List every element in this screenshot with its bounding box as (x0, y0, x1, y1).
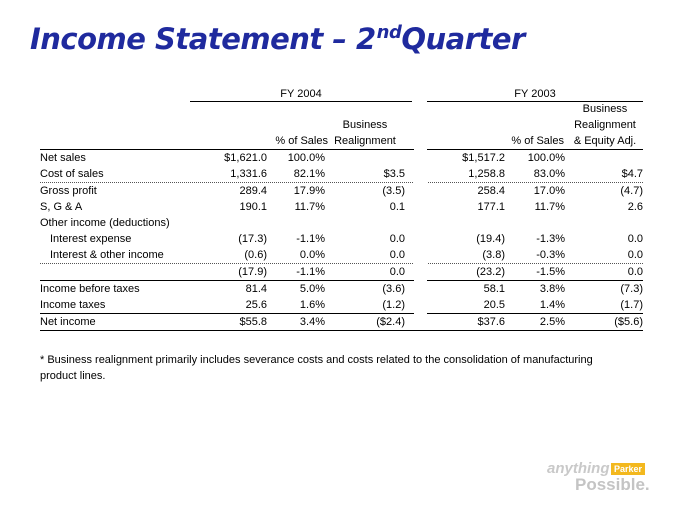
fy2004-pct: 82.1% (293, 168, 325, 180)
fy2003-adj-header-2: Realignment (574, 119, 636, 131)
fy2004-value: (0.6) (244, 249, 267, 261)
fy2003-pct: 3.8% (539, 283, 565, 295)
row-label: Interest & other income (50, 249, 164, 261)
fy2003-pct: 83.0% (533, 168, 565, 180)
fy2004-pct: 0.0% (299, 249, 325, 261)
fy2003-adj: (7.3) (620, 283, 643, 295)
fy2004-adj-header-2: Realignment (334, 135, 396, 147)
table-row (40, 199, 643, 215)
fy2004-pct: 17.9% (293, 185, 325, 197)
fy2003-value: $1,517.2 (462, 152, 505, 164)
title-sup: nd (376, 22, 402, 43)
fy2003-pct: 2.5% (539, 316, 565, 328)
fy2003-value: (23.2) (476, 266, 505, 278)
row-label: Income taxes (40, 299, 106, 311)
fy2004-adj: $3.5 (383, 168, 405, 180)
fy2004-rule (190, 101, 412, 102)
table-row (40, 149, 643, 166)
fy2004-value: 81.4 (245, 283, 267, 295)
page-title (30, 22, 525, 56)
fy2004-adj: 0.1 (389, 201, 405, 213)
fy2004-adj: 0.0 (389, 249, 405, 261)
fy2004-pct: -1.1% (296, 266, 325, 278)
table-row (40, 231, 643, 247)
table-row (40, 263, 643, 280)
column-gap (414, 149, 427, 319)
fy2003-pct: 11.7% (534, 201, 565, 213)
fy2004-value: $1,621.0 (224, 152, 267, 164)
fy2004-pct: 11.7% (294, 201, 325, 213)
fy2003-value: (3.8) (482, 249, 505, 261)
fy2003-adj-header-3: & Equity Adj. (573, 135, 637, 147)
parker-logo (547, 460, 662, 500)
fy2003-adj: 2.6 (627, 201, 643, 213)
fy2004-value: (17.9) (238, 266, 267, 278)
fy2003-value: $37.6 (477, 316, 505, 328)
fy2003-adj: (1.7) (620, 299, 643, 311)
fy2004-adj: 0.0 (389, 266, 405, 278)
fy2003-pct: -0.3% (536, 249, 565, 261)
fy2004-value: 190.1 (239, 201, 267, 213)
table-row (40, 313, 643, 331)
fy2003-adj: ($5.6) (614, 316, 643, 328)
fy2003-pct-header: % of Sales (511, 135, 564, 147)
fy2004-pct: -1.1% (296, 233, 325, 245)
fy2003-adj: 0.0 (627, 249, 643, 261)
fy2003-adj: 0.0 (627, 266, 643, 278)
fy2004-header: FY 2004 (280, 88, 322, 100)
fy2003-adj-header-1: Business (582, 103, 628, 115)
row-label: Other income (deductions) (40, 217, 170, 229)
fy2004-pct: 5.0% (299, 283, 325, 295)
income-statement-table (40, 149, 643, 331)
fy2004-value: 25.6 (245, 299, 267, 311)
table-row (40, 297, 643, 313)
fy2003-pct: 1.4% (539, 299, 565, 311)
fy2003-header: FY 2003 (514, 88, 556, 100)
fy2003-pct: -1.5% (536, 266, 565, 278)
row-label: Interest expense (50, 233, 132, 245)
fy2003-value: 177.1 (477, 201, 505, 213)
fy2003-value: 258.4 (477, 185, 505, 197)
fy2004-value: 1,331.6 (230, 168, 267, 180)
row-label: Cost of sales (40, 168, 104, 180)
fy2003-adj: (4.7) (620, 185, 643, 197)
fy2003-pct: 100.0% (527, 152, 565, 164)
footnote: * Business realignment primarily includes severance costs and costs related to the consolidation of manufacturing product lines. (40, 354, 593, 382)
row-label: Income before taxes (40, 283, 140, 295)
fy2003-adj: $4.7 (621, 168, 643, 180)
logo-brand: Parker (611, 463, 645, 475)
logo-possible: Possible. (575, 475, 650, 494)
fy2004-pct-header: % of Sales (275, 135, 328, 147)
fy2004-value: (17.3) (238, 233, 267, 245)
title-main: Income Statement – 2 (30, 22, 376, 56)
table-row (40, 166, 643, 182)
fy2004-adj: (1.2) (382, 299, 405, 311)
fy2003-value: (19.4) (476, 233, 505, 245)
fy2003-pct: 17.0% (533, 185, 565, 197)
row-label: S, G & A (40, 201, 83, 213)
title-rest: Quarter (401, 22, 525, 56)
fy2004-pct: 1.6% (299, 299, 325, 311)
fy2003-value: 58.1 (483, 283, 505, 295)
logo-anything: anything (547, 460, 610, 477)
table-row (40, 215, 643, 231)
fy2004-adj: (3.6) (382, 283, 405, 295)
row-label: Net sales (40, 152, 86, 164)
fy2004-pct: 3.4% (299, 316, 325, 328)
fy2003-pct: -1.3% (536, 233, 565, 245)
fy2004-adj-header-1: Business (342, 119, 388, 131)
fy2003-value: 20.5 (483, 299, 505, 311)
fy2004-value: $55.8 (239, 316, 267, 328)
fy2004-adj: 0.0 (389, 233, 405, 245)
table-row (40, 182, 643, 199)
fy2003-adj: 0.0 (627, 233, 643, 245)
fy2003-value: 1,258.8 (468, 168, 505, 180)
fy2004-pct: 100.0% (287, 152, 325, 164)
row-label: Net income (40, 316, 96, 328)
fy2004-value: 289.4 (239, 185, 267, 197)
table-row (40, 280, 643, 297)
table-row (40, 247, 643, 263)
fy2004-adj: ($2.4) (376, 316, 405, 328)
fy2004-adj: (3.5) (382, 185, 405, 197)
row-label: Gross profit (40, 185, 97, 197)
